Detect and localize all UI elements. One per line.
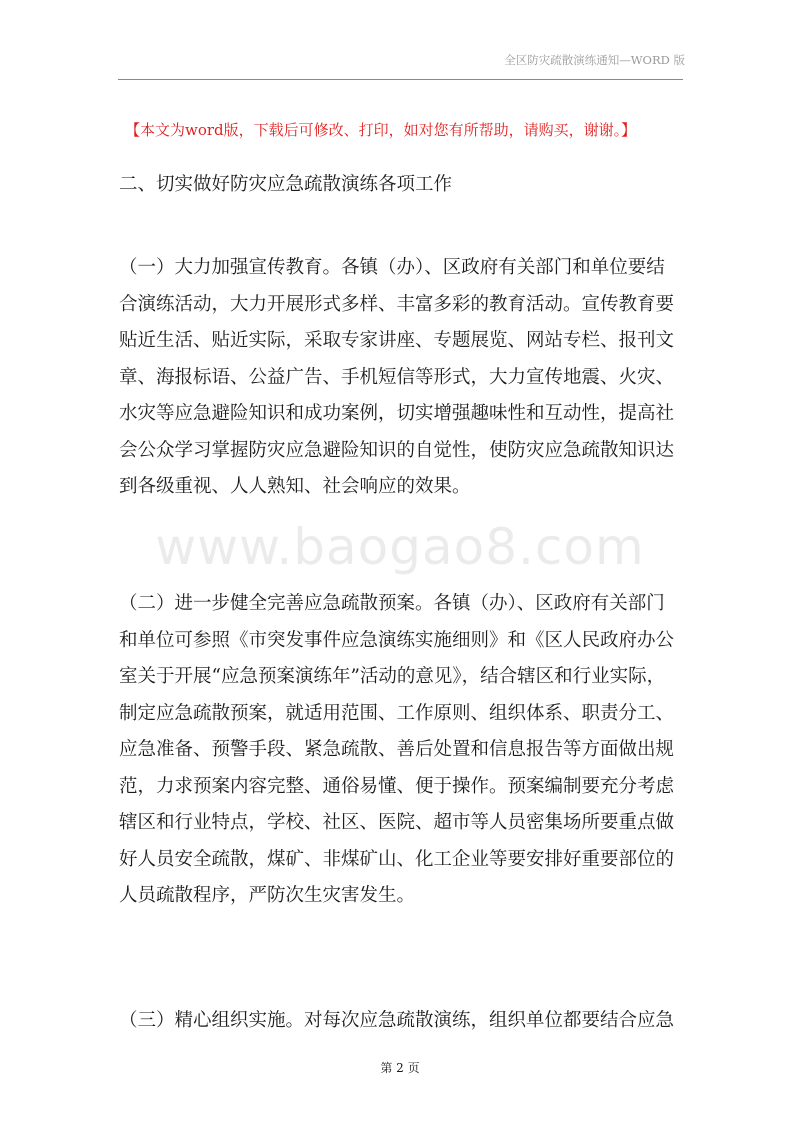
paragraph-line: 合演练活动，大力开展形式多样、丰富多彩的教育活动。宣传教育要 xyxy=(119,293,675,315)
paragraph-line: （三）精心组织实施。对每次应急疏散演练，组织单位都要结合应急 xyxy=(119,1010,675,1031)
paragraph-line: 范，力求预案内容完整、通俗易懂、便于操作。预案编制要充分考虑 xyxy=(119,775,675,797)
paragraph-line: （一）大力加强宣传教育。各镇（办）、区政府有关部门和单位要结 xyxy=(119,257,665,278)
paragraph-line: 会公众学习掌握防灾应急避险知识的自觉性，使防灾应急疏散知识达 xyxy=(119,439,675,461)
paragraph-line: 人员疏散程序，严防次生灾害发生。 xyxy=(119,885,416,906)
paragraph-line: 制定应急疏散预案，就适用范围、工作原则、组织体系、职责分工、 xyxy=(119,702,675,724)
purchase-notice: 【本文为word版，下载后可修改、打印，如对您有所帮助，请购买，谢谢。】 xyxy=(125,121,637,139)
watermark: www.baogao8.com xyxy=(155,518,645,576)
paragraph-line: 章、海报标语、公益广告、手机短信等形式，大力宣传地震、火灾、 xyxy=(119,366,675,388)
paragraph-line: 应急准备、预警手段、紧急疏散、善后处置和信息报告等方面做出规 xyxy=(119,739,675,760)
paragraph-3 xyxy=(119,1003,689,1040)
paragraph-line: 和单位可参照《市突发事件应急演练实施细则》和《区人民政府办公 xyxy=(119,629,675,651)
paragraph-line: 辖区和行业特点，学校、社区、医院、超市等人员密集场所要重点做 xyxy=(119,812,675,833)
paragraph-line: 水灾等应急避险知识和成功案例，切实增强趣味性和互动性，提高社 xyxy=(119,403,675,424)
paragraph-2 xyxy=(119,586,689,915)
paragraph-line: 好人员安全疏散，煤矿、非煤矿山、化工企业等要安排好重要部位的 xyxy=(119,848,675,870)
section-heading: 二、切实做好防灾应急疏散演练各项工作 xyxy=(119,174,453,195)
header-divider xyxy=(118,79,683,80)
running-header: 全区防灾疏散演练通知—WORD 版 xyxy=(504,53,685,67)
paragraph-line: 贴近生活、贴近实际，采取专家讲座、专题展览、网站专栏、报刊文 xyxy=(119,330,675,351)
paragraph-1 xyxy=(119,250,689,506)
paragraph-line: 到各级重视、人人熟知、社会响应的效果。 xyxy=(119,476,471,497)
paragraph-line: 室关于开展“应急预案演练年”活动的意见》，结合辖区和行业实际， xyxy=(119,666,666,687)
paragraph-line: （二）进一步健全完善应急疏散预案。各镇（办）、区政府有关部门 xyxy=(119,593,665,614)
page-number: 第 2 页 xyxy=(380,1061,420,1075)
